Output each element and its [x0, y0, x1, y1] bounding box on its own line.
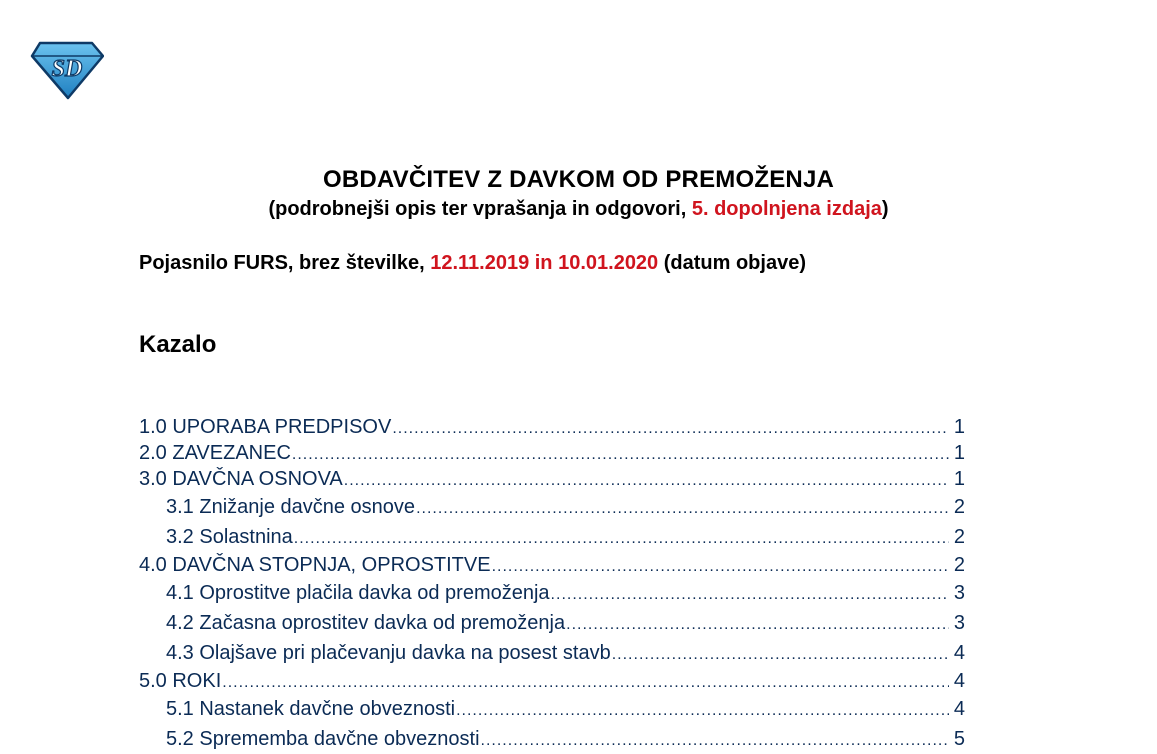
subtitle-edition: 5. dopolnjena izdaja	[691, 198, 882, 220]
toc-entry[interactable]	[139, 668, 965, 694]
toc-entry[interactable]	[139, 440, 965, 466]
toc-leader-dots	[293, 524, 949, 552]
toc-leader-dots	[491, 554, 949, 578]
toc-entry-label: 3.2 Solastnina	[166, 526, 293, 548]
toc-entry-page: 4	[953, 698, 965, 720]
toc-subentry[interactable]	[139, 522, 965, 552]
toc-leader-dots	[343, 468, 949, 492]
toc-entry-page: 5	[953, 728, 965, 750]
toc-leader-dots	[565, 610, 949, 638]
toc-entry-page: 1	[953, 442, 965, 464]
toc-entry[interactable]	[139, 552, 965, 578]
toc-subentry[interactable]	[139, 694, 965, 724]
toc-entry-label: 3.1 Znižanje davčne osnove	[166, 496, 416, 518]
reference-line	[139, 252, 806, 275]
logo-lettering: SD	[51, 56, 83, 82]
toc-leader-dots	[455, 696, 949, 724]
subtitle-open: (podrobnejši opis ter vprašanja in odgovori,	[268, 198, 692, 220]
document-title: OBDAVČITEV Z DAVKOM OD PREMOŽENJA	[322, 166, 835, 193]
toc-leader-dots	[221, 670, 949, 694]
document-subtitle	[0, 198, 1157, 221]
table-of-contents	[139, 414, 965, 754]
toc-leader-dots	[550, 580, 949, 608]
toc-entry-page: 2	[953, 526, 965, 548]
toc-entry-page: 1	[953, 416, 965, 438]
toc-entry-label: 4.1 Oprostitve plačila davka od premoženja	[166, 582, 550, 604]
toc-entry-label: 5.2 Sprememba davčne obveznosti	[166, 728, 480, 750]
toc-heading: Kazalo	[139, 331, 217, 358]
toc-subentry[interactable]	[139, 608, 965, 638]
toc-entry-page: 4	[953, 670, 965, 692]
toc-entry-page: 1	[953, 468, 965, 490]
toc-leader-dots	[291, 442, 949, 466]
toc-subentry[interactable]	[139, 724, 965, 754]
toc-entry-label: 1.0 UPORABA PREDPISOV	[139, 416, 392, 438]
toc-entry-label: 3.0 DAVČNA OSNOVA	[139, 468, 343, 490]
toc-entry-label: 2.0 ZAVEZANEC	[139, 442, 291, 464]
toc-subentry[interactable]	[139, 638, 965, 668]
toc-entry-page: 2	[953, 554, 965, 576]
toc-leader-dots	[391, 416, 949, 440]
toc-entry[interactable]	[139, 414, 965, 440]
toc-subentry[interactable]	[139, 578, 965, 608]
reference-dates: 12.11.2019 in 10.01.2020	[430, 252, 659, 274]
sd-diamond-logo	[30, 40, 104, 100]
toc-entry-label: 5.1 Nastanek davčne obveznosti	[166, 698, 456, 720]
toc-entry-label: 4.3 Olajšave pri plačevanju davka na posest stavb	[166, 642, 611, 664]
reference-suffix: (datum objave)	[658, 252, 806, 274]
toc-entry-page: 3	[953, 612, 965, 634]
toc-entry-page: 4	[953, 642, 965, 664]
toc-entry-page: 3	[953, 582, 965, 604]
toc-entry-page: 2	[953, 496, 965, 518]
reference-prefix: Pojasnilo FURS, brez številke,	[139, 252, 431, 274]
toc-entry[interactable]	[139, 466, 965, 492]
toc-leader-dots	[415, 494, 949, 522]
toc-entry-label: 5.0 ROKI	[139, 670, 222, 692]
toc-entry-label: 4.0 DAVČNA STOPNJA, OPROSTITVE	[139, 554, 491, 576]
subtitle-close: )	[881, 198, 889, 220]
toc-entry-label: 4.2 Začasna oprostitev davka od premoženja	[166, 612, 566, 634]
toc-leader-dots	[480, 726, 949, 754]
toc-leader-dots	[611, 640, 949, 668]
toc-subentry[interactable]	[139, 492, 965, 522]
